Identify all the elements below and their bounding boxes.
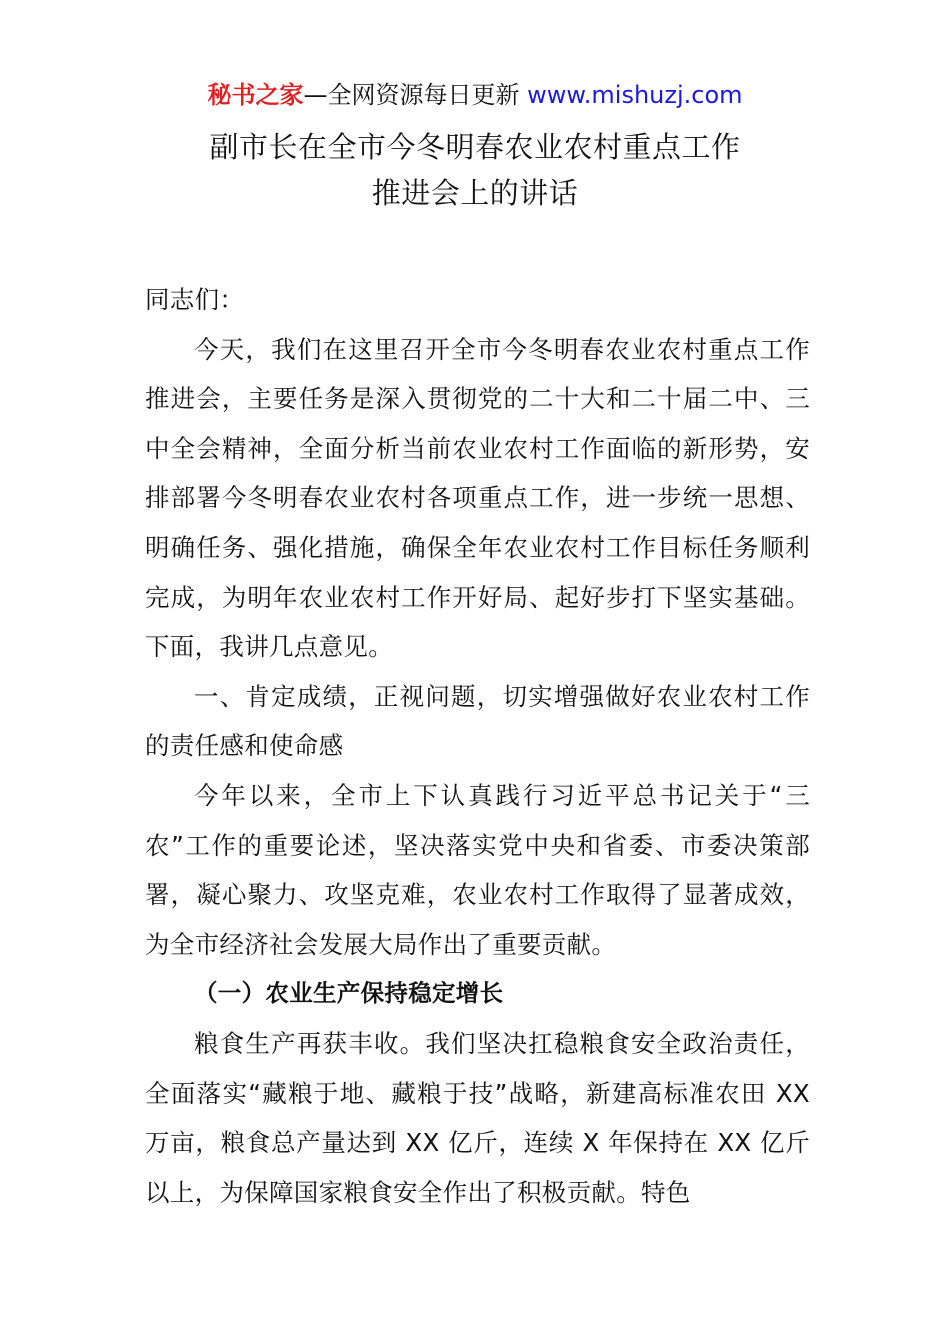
site-header [0,78,950,112]
subsection-heading-1: （一）农业生产保持稳定增长 [194,979,504,1008]
document-title [0,124,950,216]
site-url-link[interactable]: www.mishuzj.com [527,81,743,109]
paragraph-intro: 今天，我们在这里召开全市今冬明春农业农村重点工作推进会，主要任务是深入贯彻党的二十大和二十届二中、三中全会精神，全面分析当前农业农村工作面临的新形势，安排部署今冬明春农业农村各项重点工作，进一步统一思想、明确任务、强化措施，确保全年农业农村工作目标任务顺利完成，为明年农业农村工作开好局、起好步打下坚实基础。下面，我讲几点意见。 [145,334,810,662]
section-heading-1: 一、肯定成绩，正视问题，切实增强做好农业农村工作的责任感和使命感 [145,681,810,761]
site-tagline: —全网资源每日更新 [303,81,528,109]
document-body [145,275,810,1217]
paragraph-achievements: 今年以来，全市上下认真践行习近平总书记关于“三农”工作的重要论述，坚决落实党中央和省委、市委决策部署，凝心聚力、攻坚克难，农业农村工作取得了显著成效，为全市经济社会发展大局作出了重要贡献。 [145,780,810,959]
salutation: 同志们： [145,285,245,314]
title-line-1: 副市长在全市今冬明春农业农村重点工作 [209,130,741,164]
paragraph-grain-production: 粮食生产再获丰收。我们坚决扛稳粮食安全政治责任，全面落实“藏粮于地、藏粮于技”战略，新建高标准农田 XX 万亩，粮食总产量达到 XX 亿斤，连续 X 年保持在 XX 亿斤以上，为保障国家粮食安全作出了积极贡献。特色 [145,1028,810,1207]
title-line-2: 推进会上的讲话 [371,176,579,210]
brand-name: 秘书之家 [207,81,304,109]
